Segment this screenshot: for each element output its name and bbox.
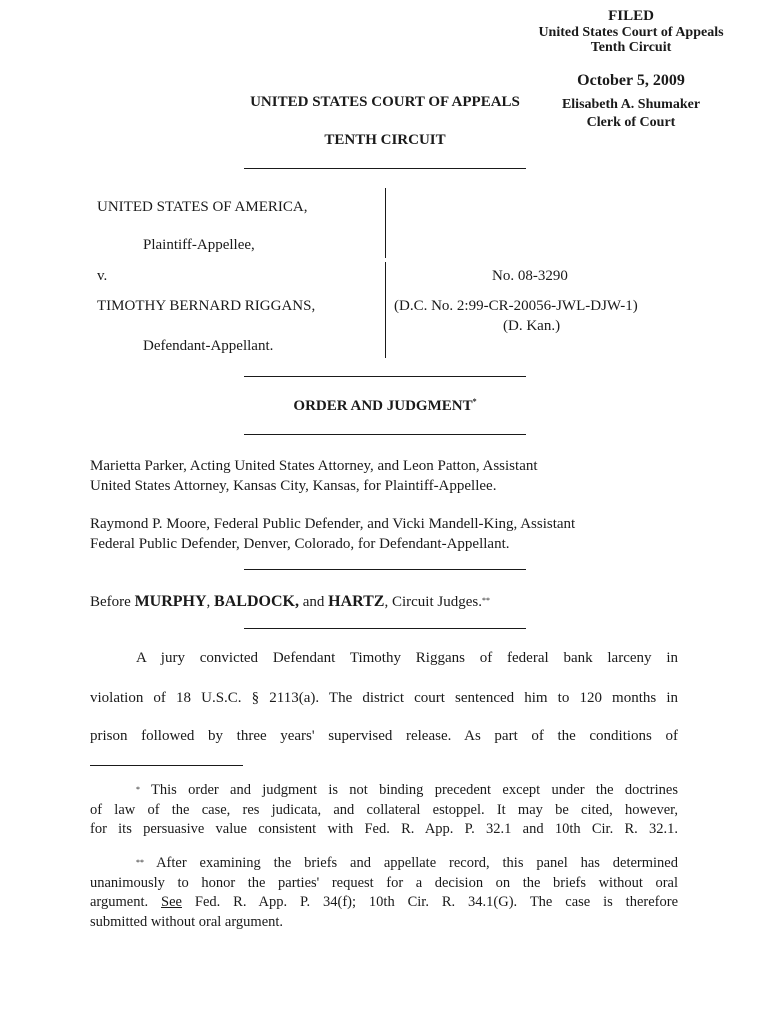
footnote-2-line2: unanimously to honor the parties' request for a decision on the briefs without oral xyxy=(90,874,678,891)
defendant-name: TIMOTHY BERNARD RIGGANS, xyxy=(97,298,316,314)
caption-divider-bottom xyxy=(385,262,386,358)
footnote-2 xyxy=(90,854,678,932)
circuit-name: TENTH CIRCUIT xyxy=(324,132,446,148)
footnote-2-line3-pre: argument. xyxy=(90,894,149,910)
title-rule xyxy=(244,434,526,435)
panel-rule xyxy=(244,628,526,629)
footnote-1 xyxy=(90,781,678,840)
plaintiff-name: UNITED STATES OF AMERICA, xyxy=(97,199,308,215)
counsel-rule xyxy=(244,569,526,570)
footnote-mark-1: * xyxy=(472,397,477,406)
counsel-appellee xyxy=(90,456,710,496)
footnote-1-line1: This order and judgment is not binding precedent except under the doctrines xyxy=(151,782,678,798)
panel-suffix: , Circuit Judges. xyxy=(384,594,482,610)
footnote-1-line2: of law of the case, res judicata, and collateral estoppel. It may be cited, however, xyxy=(90,801,678,818)
footnote-2-line4: submitted without oral argument. xyxy=(90,913,284,930)
counsel-appellee-line2: United States Attorney, Kansas City, Kansas, for Plaintiff-Appellee. xyxy=(90,478,497,494)
defendant-role: Defendant-Appellant. xyxy=(143,338,274,354)
judge-hartz: HARTZ xyxy=(328,593,385,610)
opinion-line-3: prison followed by three years' supervised release. As part of the conditions of xyxy=(90,728,678,744)
judge-baldock: BALDOCK, xyxy=(214,593,299,610)
filed-circuit: Tenth Circuit xyxy=(590,40,672,55)
judge-murphy: MURPHY xyxy=(134,593,207,610)
caption-rule xyxy=(244,376,526,377)
counsel-appellee-line1: Marietta Parker, Acting United States Attorney, and Leon Patton, Assistant xyxy=(90,458,538,474)
panel-and: and xyxy=(302,594,325,610)
footnote-2-line1: After examining the briefs and appellate record, this panel has determined xyxy=(156,855,678,871)
court-name: UNITED STATES COURT OF APPEALS xyxy=(250,94,520,110)
filed-stamp xyxy=(510,8,752,132)
panel-before: Before xyxy=(90,594,131,610)
panel-line xyxy=(90,592,710,612)
clerk-name: Elisabeth A. Shumaker xyxy=(561,97,701,112)
counsel-appellant-line2: Federal Public Defender, Denver, Colorado, for Defendant-Appellant. xyxy=(90,536,510,552)
see-signal: See xyxy=(161,894,182,910)
counsel-appellant xyxy=(90,514,710,554)
opinion-line-2: violation of 18 U.S.C. § 2113(a). The district court sentenced him to 120 months in xyxy=(90,690,678,706)
footnote-1-mark: * xyxy=(136,785,140,794)
plaintiff-role: Plaintiff-Appellee, xyxy=(143,237,255,253)
panel-separator: , xyxy=(206,594,211,610)
clerk-title: Clerk of Court xyxy=(586,115,676,130)
caption-divider-top xyxy=(385,188,386,258)
filed-title: FILED xyxy=(608,8,654,24)
footnote-2-line3 xyxy=(90,893,678,913)
order-title: ORDER AND JUDGMENT xyxy=(293,398,473,414)
opinion-line-1: A jury convicted Defendant Timothy Riggans of federal bank larceny in xyxy=(136,650,678,666)
footnote-separator xyxy=(90,765,243,766)
header-rule xyxy=(244,168,526,169)
footnote-1-line3: for its persuasive value consistent with Fed. R. App. P. 32.1 and 10th Cir. R. 32.1. xyxy=(90,821,678,837)
order-title-block xyxy=(200,398,570,415)
footnote-mark-2: ** xyxy=(481,596,490,605)
versus: v. xyxy=(97,268,108,284)
filed-court: United States Court of Appeals xyxy=(538,25,724,40)
counsel-appellant-line1: Raymond P. Moore, Federal Public Defender, and Vicki Mandell-King, Assistant xyxy=(90,516,576,532)
filed-date: October 5, 2009 xyxy=(577,72,685,89)
district-court: (D. Kan.) xyxy=(503,318,561,334)
footnote-2-mark: ** xyxy=(136,858,144,867)
district-case-number: (D.C. No. 2:99-CR-20056-JWL-DJW-1) xyxy=(394,298,638,314)
case-number: No. 08-3290 xyxy=(492,268,568,284)
footnote-2-line3-post: Fed. R. App. P. 34(f); 10th Cir. R. 34.1(G). The case is therefore xyxy=(194,894,679,910)
